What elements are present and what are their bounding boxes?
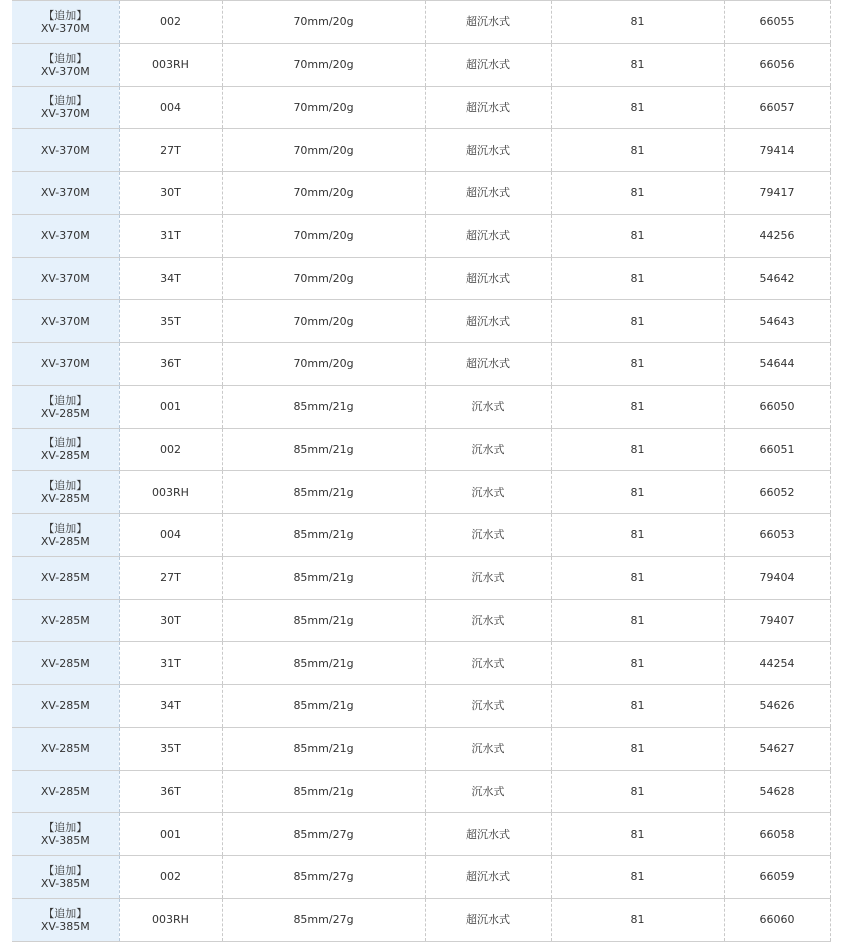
cell-size-weight: 85mm/21g — [222, 770, 425, 813]
cell-model — [12, 642, 119, 685]
table-row — [12, 428, 830, 471]
cell-model — [12, 300, 119, 343]
cell-price: 81 — [551, 385, 724, 428]
cell-type: 002 — [119, 428, 222, 471]
cell-model — [12, 599, 119, 642]
added-tag: 【追加】 — [43, 521, 88, 535]
model-name: XV-370M — [40, 143, 90, 157]
cell-size-weight: 70mm/20g — [222, 43, 425, 86]
cell-size-weight: 85mm/27g — [222, 856, 425, 899]
model-name: XV-370M — [40, 186, 90, 200]
table-row — [12, 813, 830, 856]
cell-sink-type: 超沉水式 — [425, 129, 551, 172]
cell-model — [12, 898, 119, 941]
added-tag: 【追加】 — [43, 906, 88, 920]
cell-price: 81 — [551, 856, 724, 899]
model-name: XV-370M — [40, 21, 90, 35]
cell-size-weight: 85mm/21g — [222, 599, 425, 642]
cell-model — [12, 86, 119, 129]
model-name: XV-285M — [40, 571, 90, 585]
cell-sink-type: 沉水式 — [425, 385, 551, 428]
table-row — [12, 514, 830, 557]
cell-code: 54626 — [724, 685, 830, 728]
product-table-wrapper — [12, 0, 830, 942]
cell-type: 34T — [119, 257, 222, 300]
model-name: XV-285M — [40, 534, 90, 548]
cell-code: 54643 — [724, 300, 830, 343]
cell-sink-type: 超沉水式 — [425, 898, 551, 941]
model-name: XV-370M — [40, 271, 90, 285]
cell-code: 54644 — [724, 343, 830, 386]
cell-code: 79414 — [724, 129, 830, 172]
cell-type: 001 — [119, 813, 222, 856]
cell-price: 81 — [551, 86, 724, 129]
cell-sink-type: 沉水式 — [425, 599, 551, 642]
cell-model — [12, 214, 119, 257]
product-table — [12, 0, 831, 942]
added-tag: 【追加】 — [43, 821, 88, 835]
table-row — [12, 343, 830, 386]
cell-price: 81 — [551, 727, 724, 770]
cell-model — [12, 385, 119, 428]
table-row — [12, 898, 830, 941]
cell-price: 81 — [551, 599, 724, 642]
table-row — [12, 856, 830, 899]
cell-code: 66053 — [724, 514, 830, 557]
cell-price: 81 — [551, 43, 724, 86]
cell-size-weight: 70mm/20g — [222, 214, 425, 257]
cell-size-weight: 85mm/27g — [222, 898, 425, 941]
table-row — [12, 385, 830, 428]
cell-model — [12, 172, 119, 215]
cell-type: 003RH — [119, 898, 222, 941]
cell-code: 66052 — [724, 471, 830, 514]
cell-price: 81 — [551, 428, 724, 471]
model-name: XV-370M — [40, 107, 90, 121]
cell-type: 34T — [119, 685, 222, 728]
cell-type: 003RH — [119, 43, 222, 86]
cell-size-weight: 85mm/21g — [222, 471, 425, 514]
cell-sink-type: 超沉水式 — [425, 1, 551, 44]
cell-price: 81 — [551, 685, 724, 728]
cell-code: 79407 — [724, 599, 830, 642]
cell-price: 81 — [551, 471, 724, 514]
cell-type: 27T — [119, 129, 222, 172]
cell-size-weight: 85mm/21g — [222, 727, 425, 770]
table-row — [12, 727, 830, 770]
cell-price: 81 — [551, 343, 724, 386]
cell-type: 31T — [119, 214, 222, 257]
cell-type: 35T — [119, 300, 222, 343]
cell-model — [12, 343, 119, 386]
cell-type: 002 — [119, 856, 222, 899]
cell-code: 66057 — [724, 86, 830, 129]
product-table-body — [12, 1, 830, 942]
cell-price: 81 — [551, 300, 724, 343]
cell-code: 66055 — [724, 1, 830, 44]
cell-size-weight: 70mm/20g — [222, 172, 425, 215]
table-row — [12, 214, 830, 257]
cell-price: 81 — [551, 172, 724, 215]
cell-size-weight: 70mm/20g — [222, 343, 425, 386]
cell-model — [12, 856, 119, 899]
cell-code: 54627 — [724, 727, 830, 770]
cell-sink-type: 超沉水式 — [425, 257, 551, 300]
cell-price: 81 — [551, 642, 724, 685]
model-name: XV-285M — [40, 492, 90, 506]
cell-type: 30T — [119, 172, 222, 215]
cell-size-weight: 85mm/21g — [222, 385, 425, 428]
cell-type: 27T — [119, 556, 222, 599]
cell-sink-type: 超沉水式 — [425, 86, 551, 129]
cell-price: 81 — [551, 214, 724, 257]
table-row — [12, 770, 830, 813]
cell-type: 31T — [119, 642, 222, 685]
cell-sink-type: 超沉水式 — [425, 214, 551, 257]
cell-size-weight: 70mm/20g — [222, 300, 425, 343]
cell-model — [12, 43, 119, 86]
cell-type: 003RH — [119, 471, 222, 514]
table-row — [12, 642, 830, 685]
cell-code: 66059 — [724, 856, 830, 899]
table-row — [12, 471, 830, 514]
model-name: XV-285M — [40, 699, 90, 713]
cell-sink-type: 超沉水式 — [425, 172, 551, 215]
cell-type: 30T — [119, 599, 222, 642]
cell-price: 81 — [551, 898, 724, 941]
cell-sink-type: 沉水式 — [425, 428, 551, 471]
table-row — [12, 599, 830, 642]
added-tag: 【追加】 — [43, 863, 88, 877]
model-name: XV-385M — [40, 876, 90, 890]
cell-code: 54628 — [724, 770, 830, 813]
cell-size-weight: 85mm/27g — [222, 813, 425, 856]
table-row — [12, 685, 830, 728]
cell-code: 66051 — [724, 428, 830, 471]
cell-sink-type: 沉水式 — [425, 471, 551, 514]
table-row — [12, 1, 830, 44]
cell-size-weight: 70mm/20g — [222, 1, 425, 44]
model-name: XV-285M — [40, 784, 90, 798]
model-name: XV-285M — [40, 613, 90, 627]
cell-code: 54642 — [724, 257, 830, 300]
added-tag: 【追加】 — [43, 479, 88, 493]
cell-price: 81 — [551, 770, 724, 813]
cell-code: 66056 — [724, 43, 830, 86]
cell-model — [12, 471, 119, 514]
cell-sink-type: 沉水式 — [425, 770, 551, 813]
cell-type: 002 — [119, 1, 222, 44]
model-name: XV-370M — [40, 314, 90, 328]
cell-size-weight: 85mm/21g — [222, 428, 425, 471]
cell-model — [12, 727, 119, 770]
cell-sink-type: 沉水式 — [425, 556, 551, 599]
table-row — [12, 556, 830, 599]
cell-size-weight: 85mm/21g — [222, 685, 425, 728]
cell-size-weight: 70mm/20g — [222, 86, 425, 129]
cell-type: 36T — [119, 770, 222, 813]
model-name: XV-370M — [40, 229, 90, 243]
cell-model — [12, 428, 119, 471]
cell-price: 81 — [551, 257, 724, 300]
cell-type: 004 — [119, 86, 222, 129]
cell-sink-type: 超沉水式 — [425, 300, 551, 343]
cell-type: 36T — [119, 343, 222, 386]
cell-model — [12, 514, 119, 557]
cell-sink-type: 超沉水式 — [425, 43, 551, 86]
cell-sink-type: 沉水式 — [425, 727, 551, 770]
table-row — [12, 129, 830, 172]
cell-sink-type: 超沉水式 — [425, 856, 551, 899]
cell-sink-type: 沉水式 — [425, 642, 551, 685]
added-tag: 【追加】 — [43, 51, 88, 65]
cell-model — [12, 556, 119, 599]
cell-size-weight: 85mm/21g — [222, 642, 425, 685]
cell-model — [12, 129, 119, 172]
model-name: XV-285M — [40, 742, 90, 756]
table-row — [12, 300, 830, 343]
table-row — [12, 43, 830, 86]
model-name: XV-370M — [40, 64, 90, 78]
cell-price: 81 — [551, 129, 724, 172]
cell-code: 66060 — [724, 898, 830, 941]
cell-model — [12, 1, 119, 44]
cell-size-weight: 85mm/21g — [222, 556, 425, 599]
cell-price: 81 — [551, 556, 724, 599]
cell-price: 81 — [551, 813, 724, 856]
added-tag: 【追加】 — [43, 436, 88, 450]
cell-code: 79404 — [724, 556, 830, 599]
model-name: XV-285M — [40, 656, 90, 670]
cell-sink-type: 沉水式 — [425, 514, 551, 557]
cell-size-weight: 85mm/21g — [222, 514, 425, 557]
model-name: XV-385M — [40, 834, 90, 848]
cell-model — [12, 770, 119, 813]
model-name: XV-285M — [40, 449, 90, 463]
cell-code: 66058 — [724, 813, 830, 856]
model-name: XV-370M — [40, 357, 90, 371]
cell-sink-type: 超沉水式 — [425, 813, 551, 856]
cell-code: 44256 — [724, 214, 830, 257]
added-tag: 【追加】 — [43, 94, 88, 108]
cell-sink-type: 沉水式 — [425, 685, 551, 728]
cell-model — [12, 685, 119, 728]
cell-code: 79417 — [724, 172, 830, 215]
cell-code: 66050 — [724, 385, 830, 428]
cell-type: 35T — [119, 727, 222, 770]
cell-size-weight: 70mm/20g — [222, 129, 425, 172]
cell-model — [12, 813, 119, 856]
added-tag: 【追加】 — [43, 393, 88, 407]
cell-price: 81 — [551, 514, 724, 557]
table-row — [12, 172, 830, 215]
cell-type: 001 — [119, 385, 222, 428]
cell-model — [12, 257, 119, 300]
table-row — [12, 86, 830, 129]
cell-price: 81 — [551, 1, 724, 44]
table-row — [12, 257, 830, 300]
model-name: XV-385M — [40, 919, 90, 933]
cell-size-weight: 70mm/20g — [222, 257, 425, 300]
cell-type: 004 — [119, 514, 222, 557]
cell-code: 44254 — [724, 642, 830, 685]
added-tag: 【追加】 — [43, 8, 88, 22]
model-name: XV-285M — [40, 406, 90, 420]
cell-sink-type: 超沉水式 — [425, 343, 551, 386]
